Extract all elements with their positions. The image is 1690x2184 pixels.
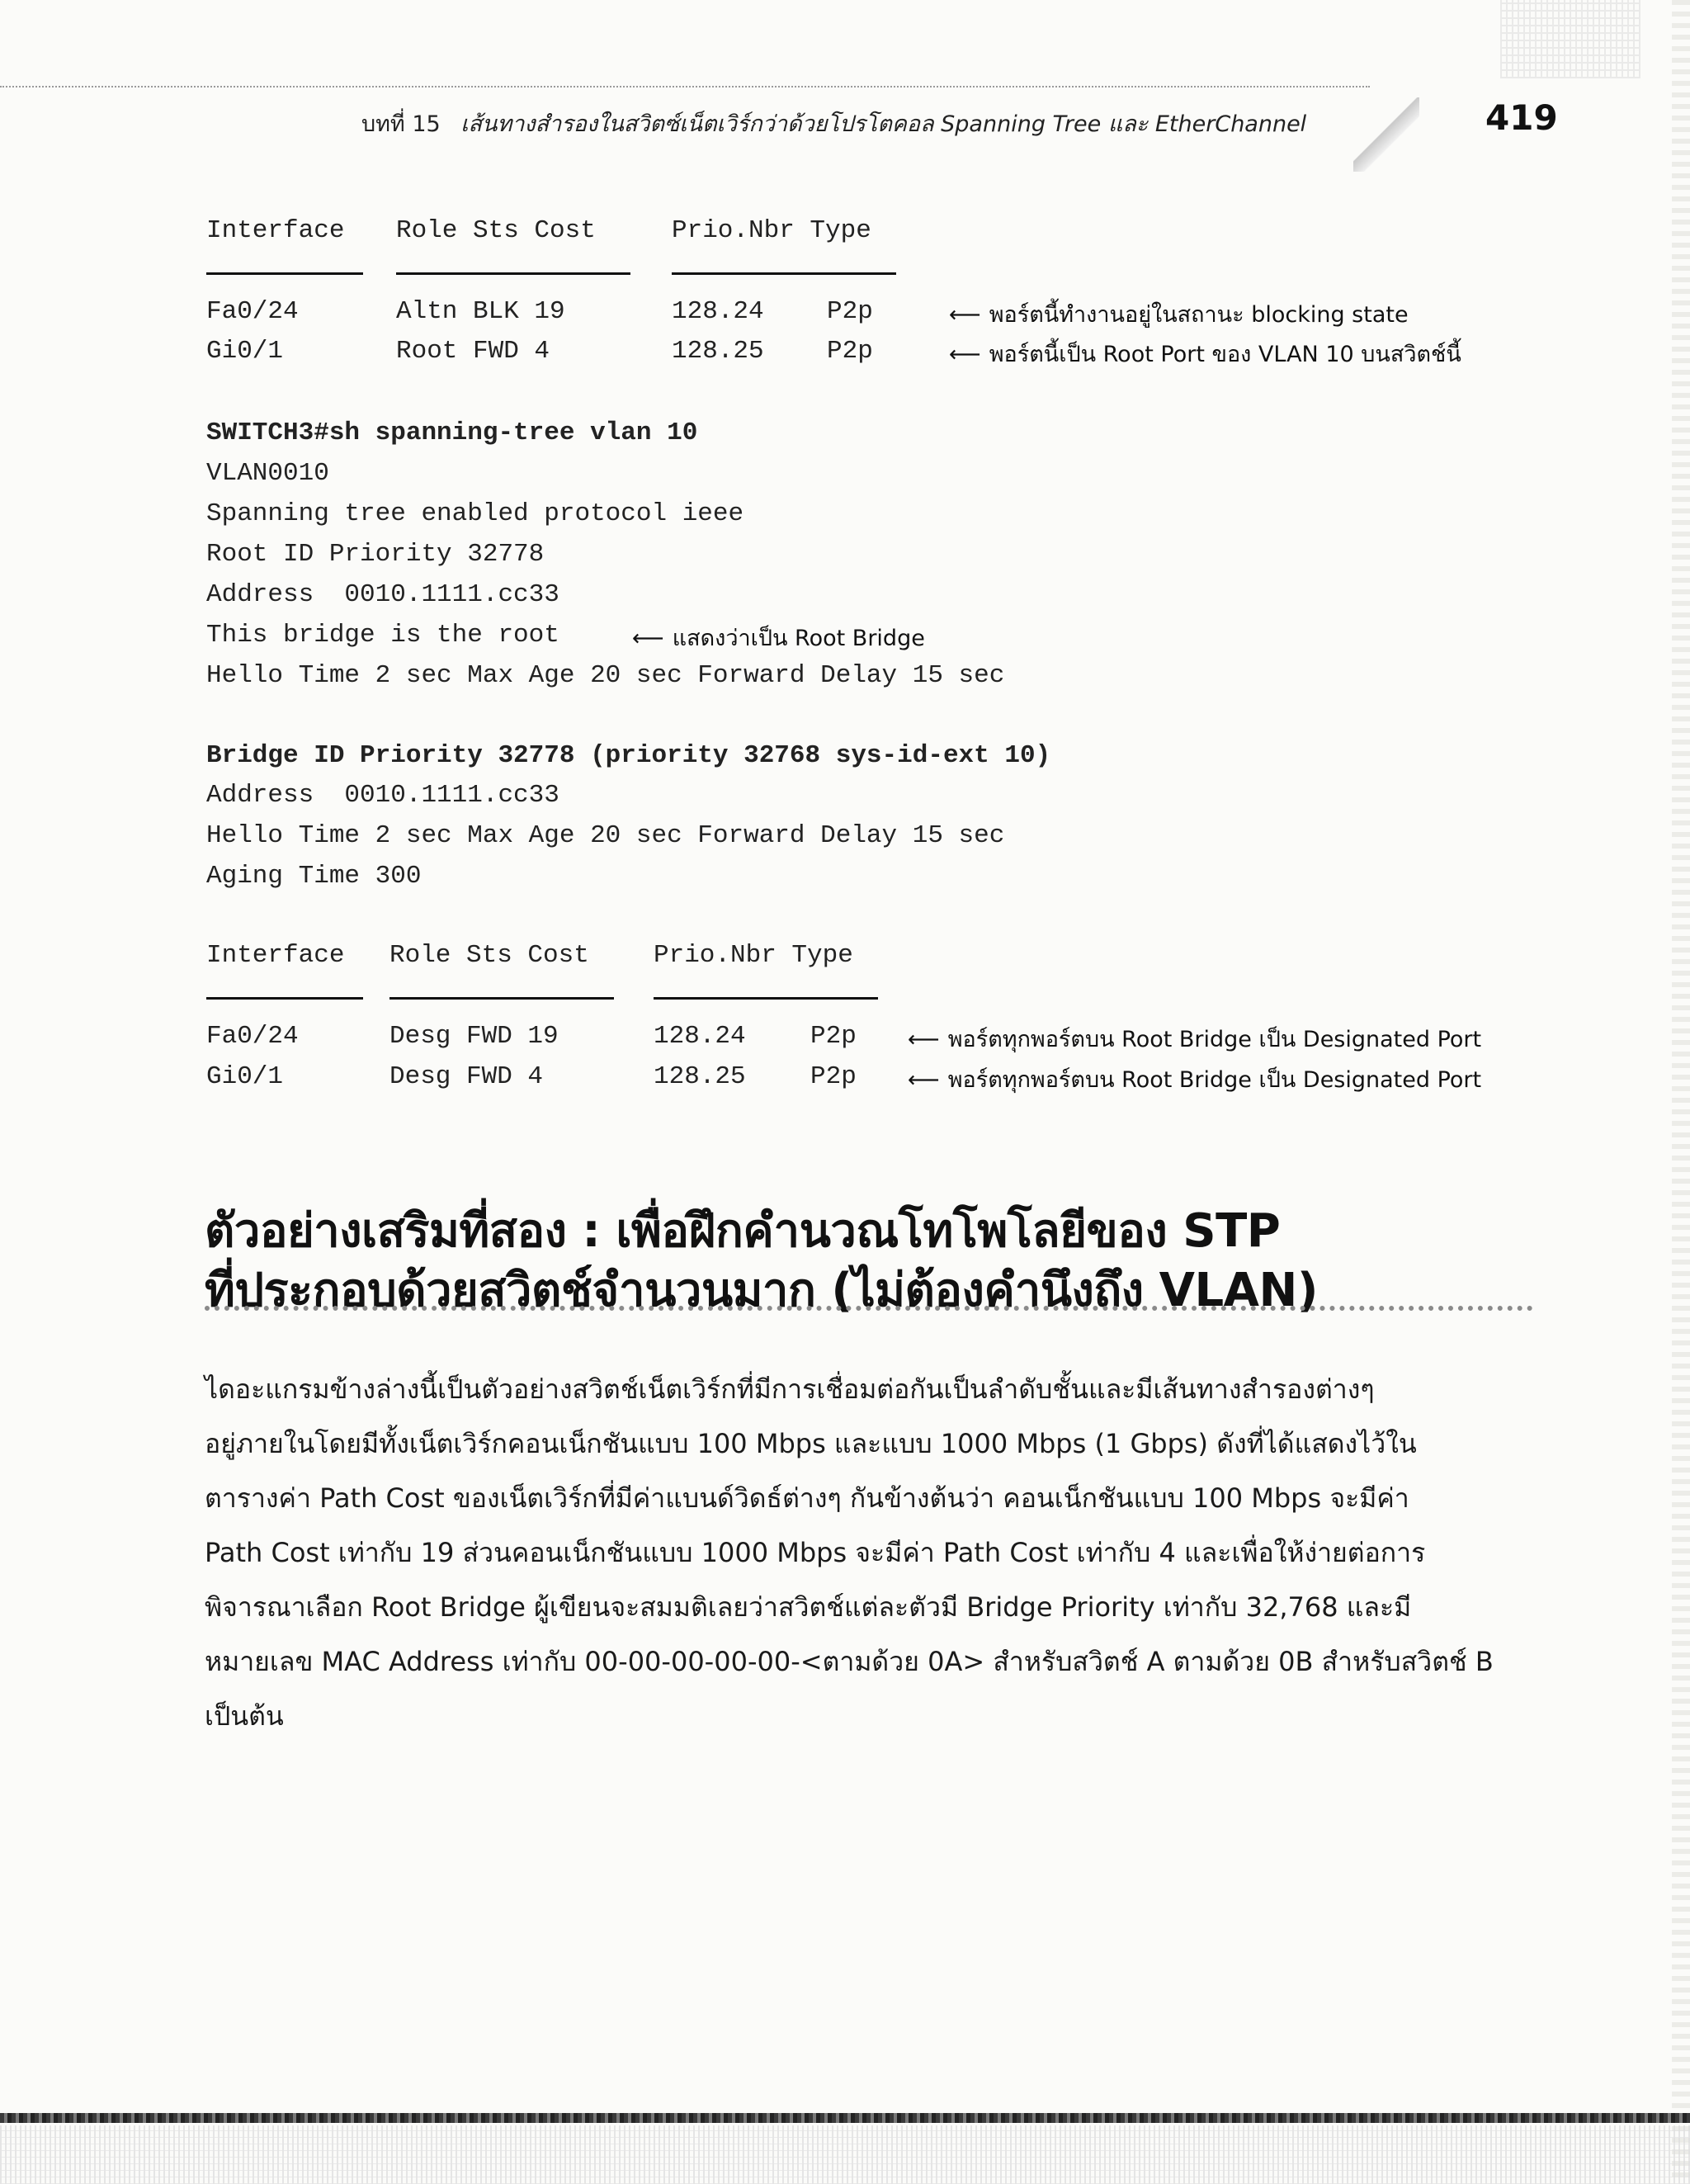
table1-row-type: P2p [827,297,873,326]
cli-command: SWITCH3#sh spanning-tree vlan 10 [206,418,698,447]
table2-row-prio: 128.25 [654,1062,746,1091]
table2-rule [206,997,363,1000]
left-arrow-icon: ⟵ [632,626,664,651]
paragraph-line: Path Cost เท่ากับ 19 ส่วนคอนเน็กชันแบบ 1000 Mbps จะมีค่า Path Cost เท่ากับ 4 และเพื่อให้ง่ายต่อการ [205,1537,1426,1568]
table1-header-interface: Interface [206,216,345,245]
table2-row-type: P2p [810,1062,857,1091]
table1-row-note: ⟵ พอร์ตนี้ทำงานอยู่ในสถานะ blocking state [949,302,1409,328]
table2-row-role: Desg FWD 19 [389,1022,559,1051]
cli-root-address: Address 0010.1111.cc33 [206,580,559,609]
scan-edge-right [1672,0,1690,2184]
left-arrow-icon: ⟵ [908,1067,940,1093]
paragraph-line: หมายเลข MAC Address เท่ากับ 00-00-00-00-00-<ตามด้วย 0A> สำหรับสวิตช์ A ตามด้วย 0B สำหรับสวิตช์ B [205,1646,1494,1677]
table1-row-type: P2p [827,337,873,366]
page-corner-decoration [1353,97,1419,172]
table2-row-role: Desg FWD 4 [389,1062,544,1091]
cli-protocol: Spanning tree enabled protocol ieee [206,499,744,528]
cli-root-timers: Hello Time 2 sec Max Age 20 sec Forward Delay 15 sec [206,661,1005,690]
left-arrow-icon: ⟵ [949,302,981,328]
cli-root-self: This bridge is the root [206,621,559,650]
paragraph-line: เป็นต้น [205,1700,284,1732]
left-arrow-icon: ⟵ [949,342,981,367]
paragraph-line: ไดอะแกรมข้างล่างนี้เป็นตัวอย่างสวิตช์เน็ตเวิร์กที่มีการเชื่อมต่อกันเป็นลำดับชั้นและมีเส้นทางสำรองต่างๆ [205,1373,1375,1405]
cli-vlan: VLAN0010 [206,459,329,488]
scan-edge-bottom-texture [0,2125,1690,2184]
paragraph-line: อยู่ภายในโดยมีทั้งเน็ตเวิร์กคอนเน็กชันแบบ 100 Mbps และแบบ 1000 Mbps (1 Gbps) ดังที่ได้แสดงไว้ใน [205,1428,1417,1459]
table1-header-role: Role Sts Cost [396,216,596,245]
table1-rule [396,272,630,275]
chapter-label: บทที่ 15 [361,111,441,137]
table1-row-iface: Gi0/1 [206,337,284,366]
page-number: 419 [1485,97,1558,138]
table1-row-prio: 128.25 [672,337,764,366]
table2-rule [654,997,878,1000]
table1-row-iface: Fa0/24 [206,297,299,326]
table2-row-note: ⟵ พอร์ตทุกพอร์ตบน Root Bridge เป็น Designated Port [908,1027,1482,1052]
left-arrow-icon: ⟵ [908,1027,940,1052]
table2-header-interface: Interface [206,941,345,970]
table2-rule [389,997,614,1000]
table2-row-note: ⟵ พอร์ตทุกพอร์ตบน Root Bridge เป็น Designated Port [908,1067,1482,1093]
scan-edge-top [0,86,1370,87]
paragraph-line: ตารางค่า Path Cost ของเน็ตเวิร์กที่มีค่าแบนด์วิดธ์ต่างๆ กันข้างต้นว่า คอนเน็กชันแบบ 100 Mbps จะมีค่า [205,1482,1409,1514]
table2-header-role: Role Sts Cost [389,941,589,970]
section-heading-line2: ที่ประกอบด้วยสวิตช์จำนวนมาก (ไม่ต้องคำนึงถึง VLAN) [205,1264,1318,1317]
cli-bridge-address: Address 0010.1111.cc33 [206,781,559,810]
heading-dotted-underline [205,1306,1533,1311]
table1-rule [672,272,896,275]
table1-header-prio: Prio.Nbr Type [672,216,871,245]
table2-row-type: P2p [810,1022,857,1051]
section-heading-line1: ตัวอย่างเสริมที่สอง : เพื่อฝึกคำนวณโทโพโลยีของ STP [205,1204,1281,1258]
scan-noise [1500,0,1640,78]
table1-row-role: Root FWD 4 [396,337,550,366]
table1-rule [206,272,363,275]
cli-aging: Aging Time 300 [206,862,422,891]
table1-row-role: Altn BLK 19 [396,297,565,326]
table2-row-iface: Gi0/1 [206,1062,284,1091]
table2-row-prio: 128.24 [654,1022,746,1051]
cli-bridge-timers: Hello Time 2 sec Max Age 20 sec Forward Delay 15 sec [206,821,1005,850]
table2-row-iface: Fa0/24 [206,1022,299,1051]
table1-row-note: ⟵ พอร์ตนี้เป็น Root Port ของ VLAN 10 บนสวิตช์นี้ [949,342,1461,367]
chapter-title: เส้นทางสำรองในสวิตซ์เน็ตเวิร์กว่าด้วยโปรโตคอล Spanning Tree และ EtherChannel [460,111,1307,137]
scan-edge-bottom [0,2113,1690,2123]
paragraph-line: พิจารณาเลือก Root Bridge ผู้เขียนจะสมมติเลยว่าสวิตช์แต่ละตัวมี Bridge Priority เท่ากับ 32,768 และมี [205,1591,1412,1623]
cli-bridge-priority: Bridge ID Priority 32778 (priority 32768 sys-id-ext 10) [206,741,1051,770]
cli-root-self-note: ⟵ แสดงว่าเป็น Root Bridge [632,626,925,651]
table2-header-prio: Prio.Nbr Type [654,941,853,970]
table1-row-prio: 128.24 [672,297,764,326]
cli-root-priority: Root ID Priority 32778 [206,540,545,569]
